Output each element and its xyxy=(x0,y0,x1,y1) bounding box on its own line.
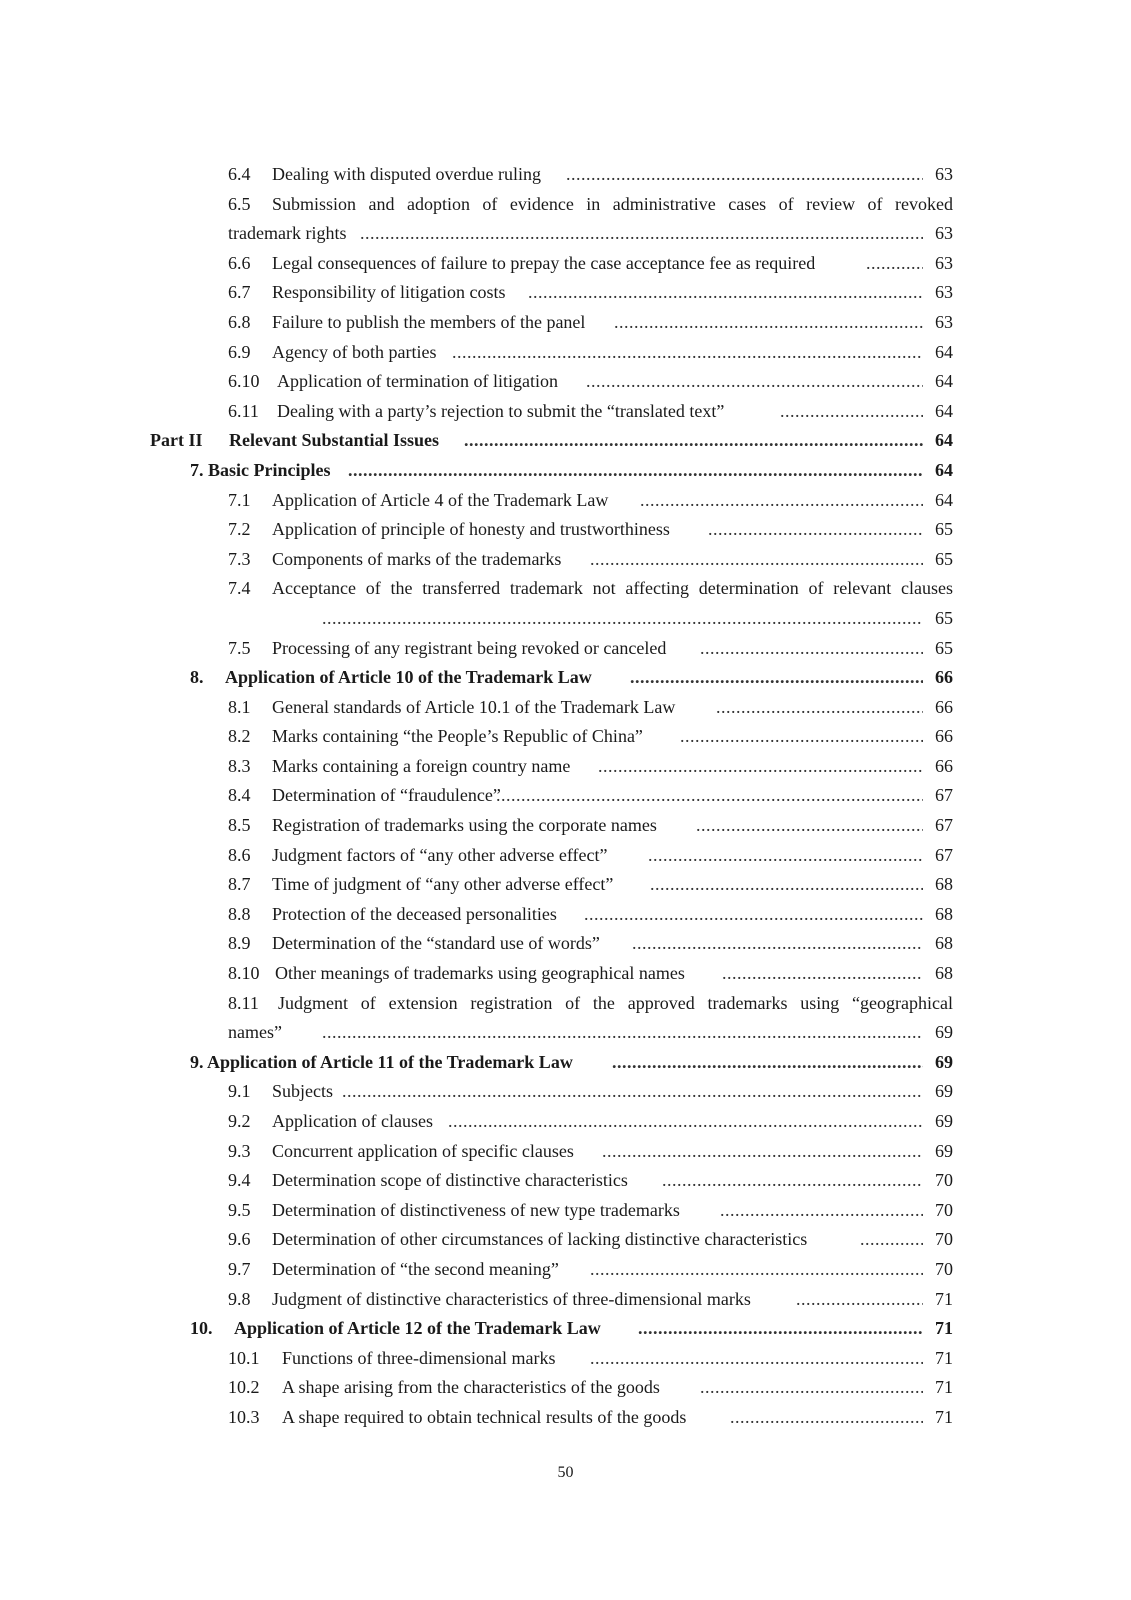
dot-leader xyxy=(720,1196,923,1226)
entry-page: 65 xyxy=(935,548,953,569)
entry-title: Dealing with disputed overdue ruling xyxy=(272,164,541,184)
entry-title: Other meanings of trademarks using geographical names xyxy=(275,963,685,984)
toc-entry[interactable] xyxy=(0,989,1131,1019)
toc-chapter-heading[interactable] xyxy=(0,456,1131,486)
entry-title: Determination of other circumstances of lacking distinctive characteristics xyxy=(272,1229,808,1250)
part-title: Relevant Substantial Issues xyxy=(229,430,440,451)
entry-title: Application of termination of litigation xyxy=(277,371,558,392)
entry-number: 8.5 xyxy=(228,815,251,836)
entry-number: 8.11 xyxy=(228,992,259,1013)
dot-leader xyxy=(648,841,923,871)
dot-leader xyxy=(708,515,923,545)
entry-number: 6.9 xyxy=(228,341,251,362)
entry-number: 10.1 xyxy=(228,1347,260,1368)
entry-page: 71 xyxy=(935,1347,953,1368)
dot-leader xyxy=(602,1137,923,1167)
entry-page: 63 xyxy=(935,282,953,303)
entry-page: 63 xyxy=(935,311,953,332)
entry-title: Time of judgment of “any other adverse effect” xyxy=(272,874,614,895)
entry-page: 64 xyxy=(935,341,953,362)
toc-chapter-heading[interactable] xyxy=(0,1314,1131,1344)
entry-title: Components of marks of the trademarks xyxy=(272,548,562,569)
entry-title-continued: names” xyxy=(228,1022,282,1043)
entry-number: 9.8 xyxy=(228,1288,251,1309)
dot-leader xyxy=(632,929,923,959)
entry-page: 66 xyxy=(935,696,953,717)
entry-number: 9.5 xyxy=(228,1199,251,1220)
entry-title: Judgment of extension registration of the approved trademarks using “geographical xyxy=(278,992,953,1013)
dot-leader xyxy=(630,663,923,693)
entry-title: Marks containing a foreign country name xyxy=(272,755,571,776)
dot-leader xyxy=(598,752,923,782)
chapter-title: Application of Article 10 of the Trademark Law xyxy=(225,667,592,688)
entry-number: 7.4 xyxy=(228,578,251,599)
dot-leader xyxy=(360,219,923,249)
dot-leader xyxy=(638,1314,923,1344)
entry-page: 70 xyxy=(935,1229,953,1250)
dot-leader xyxy=(586,367,923,397)
entry-page: 66 xyxy=(935,726,953,747)
entry-page: 64 xyxy=(935,430,953,451)
dot-leader xyxy=(650,870,923,900)
entry-page: 71 xyxy=(935,1406,953,1427)
dot-leader xyxy=(722,959,923,989)
entry-page: 69 xyxy=(935,1081,953,1102)
entry-title: Concurrent application of specific clauses xyxy=(272,1140,574,1161)
toc-entry[interactable] xyxy=(0,900,1131,930)
entry-page: 69 xyxy=(935,1140,953,1161)
entry-page: 66 xyxy=(935,667,953,688)
entry-number: 6.6 xyxy=(228,252,251,273)
toc-entry[interactable] xyxy=(0,959,1131,989)
entry-page: 70 xyxy=(935,1170,953,1191)
chapter-title: Application of Article 12 of the Trademark Law xyxy=(234,1318,601,1339)
toc-chapter-heading[interactable] xyxy=(0,663,1131,693)
dot-leader xyxy=(448,1107,923,1137)
chapter-title: 9. Application of Article 11 of the Trademark Law xyxy=(190,1051,573,1072)
entry-page: 69 xyxy=(935,1022,953,1043)
entry-title: Determination of the “standard use of words” xyxy=(272,933,600,954)
entry-page: 66 xyxy=(935,755,953,776)
toc-entry[interactable] xyxy=(0,929,1131,959)
entry-number: 7.3 xyxy=(228,548,251,569)
dot-leader xyxy=(716,693,923,723)
dot-leader xyxy=(322,604,923,634)
entry-title: Determination of “fraudulence” xyxy=(272,785,501,806)
dot-leader xyxy=(342,1077,923,1107)
toc-entry[interactable] xyxy=(0,1255,1131,1285)
toc-entry-continuation[interactable] xyxy=(0,1018,1131,1048)
dot-leader xyxy=(584,900,923,930)
entry-title-continued: trademark rights xyxy=(228,223,347,244)
toc-entry-continuation[interactable] xyxy=(0,219,1131,249)
entry-page: 68 xyxy=(935,874,953,895)
entry-number: 9.7 xyxy=(228,1258,251,1279)
toc-entry[interactable] xyxy=(0,1077,1131,1107)
entry-number: 8.10 xyxy=(228,963,260,984)
entry-number: 8.8 xyxy=(228,903,251,924)
toc-entry[interactable] xyxy=(0,1373,1131,1403)
entry-page: 67 xyxy=(935,844,953,865)
toc-entry[interactable] xyxy=(0,545,1131,575)
dot-leader xyxy=(662,1166,923,1196)
entry-title: Marks containing “the People’s Republic of China” xyxy=(272,726,643,747)
dot-leader xyxy=(452,338,923,368)
toc-entry[interactable] xyxy=(0,515,1131,545)
toc-entry[interactable] xyxy=(0,634,1131,664)
part-number: Part II xyxy=(150,430,203,451)
entry-page: 63 xyxy=(935,164,953,184)
dot-leader xyxy=(590,1255,923,1285)
toc-entry[interactable] xyxy=(0,367,1131,397)
entry-number: 9.1 xyxy=(228,1081,251,1102)
entry-title: Functions of three-dimensional marks xyxy=(282,1347,556,1368)
toc-entry[interactable] xyxy=(0,574,1131,604)
toc-entry-continuation[interactable] xyxy=(0,604,1131,634)
entry-number: 8.2 xyxy=(228,726,251,747)
table-of-contents xyxy=(0,160,1131,1433)
entry-title: Dealing with a party’s rejection to submit the “translated text” xyxy=(277,400,725,421)
entry-number: 10.2 xyxy=(228,1377,260,1398)
entry-number: 10.3 xyxy=(228,1406,260,1427)
entry-title: Protection of the deceased personalities xyxy=(272,903,557,924)
dot-leader xyxy=(796,1285,923,1315)
dot-leader xyxy=(528,278,923,308)
entry-number: 8.6 xyxy=(228,844,251,865)
entry-page: 68 xyxy=(935,933,953,954)
entry-page: 70 xyxy=(935,1199,953,1220)
entry-page: 65 xyxy=(935,519,953,540)
entry-number: 6.10 xyxy=(228,371,260,392)
entry-title: Determination of “the second meaning” xyxy=(272,1258,559,1279)
entry-number: 8.7 xyxy=(228,874,251,895)
toc-entry[interactable] xyxy=(0,693,1131,723)
dot-leader xyxy=(700,1373,923,1403)
entry-title: Responsibility of litigation costs xyxy=(272,282,506,303)
entry-title: Determination of distinctiveness of new type trademarks xyxy=(272,1199,680,1220)
chapter-number: 8. xyxy=(190,667,204,688)
toc-entry[interactable] xyxy=(0,190,1131,220)
chapter-title: 7. Basic Principles xyxy=(190,459,331,480)
entry-number: 9.2 xyxy=(228,1111,251,1131)
entry-page: 64 xyxy=(935,371,953,392)
entry-number: 6.7 xyxy=(228,282,251,303)
toc-entry[interactable] xyxy=(0,1166,1131,1196)
entry-number: 8.9 xyxy=(228,933,251,954)
dot-leader xyxy=(696,811,923,841)
dot-leader xyxy=(590,1344,923,1374)
entry-title: A shape arising from the characteristics of the goods xyxy=(282,1377,660,1398)
dot-leader xyxy=(464,426,923,456)
entry-page: 71 xyxy=(935,1288,953,1309)
toc-entry[interactable] xyxy=(0,841,1131,871)
toc-entry[interactable] xyxy=(0,1285,1131,1315)
toc-entry[interactable] xyxy=(0,160,1131,190)
toc-entry[interactable] xyxy=(0,1403,1131,1433)
entry-page: 68 xyxy=(935,963,953,984)
toc-entry[interactable] xyxy=(0,1225,1131,1255)
entry-title: Application of principle of honesty and trustworthiness xyxy=(272,519,670,540)
toc-chapter-heading[interactable] xyxy=(0,1048,1131,1078)
toc-entry[interactable] xyxy=(0,308,1131,338)
dot-leader xyxy=(590,545,923,575)
entry-page: 69 xyxy=(935,1051,953,1072)
entry-number: 7.2 xyxy=(228,519,251,540)
entry-title: A shape required to obtain technical results of the goods xyxy=(282,1406,687,1427)
toc-part-heading[interactable] xyxy=(0,426,1131,456)
dot-leader xyxy=(322,1018,923,1048)
toc-entry[interactable] xyxy=(0,249,1131,279)
entry-page: 70 xyxy=(935,1258,953,1279)
toc-entry[interactable] xyxy=(0,781,1131,811)
entry-number: 8.1 xyxy=(228,696,251,717)
entry-page: 71 xyxy=(935,1377,953,1398)
toc-entry[interactable] xyxy=(0,752,1131,782)
dot-leader xyxy=(700,634,923,664)
toc-entry[interactable] xyxy=(0,338,1131,368)
dot-leader xyxy=(612,1048,923,1078)
entry-title: Registration of trademarks using the corporate names xyxy=(272,815,657,836)
entry-page: 67 xyxy=(935,815,953,836)
entry-number: 6.4 xyxy=(228,164,251,184)
entry-page: 68 xyxy=(935,903,953,924)
entry-title: Processing of any registrant being revoked or canceled xyxy=(272,637,667,658)
entry-title: Subjects xyxy=(272,1081,333,1102)
entry-number: 9.4 xyxy=(228,1170,251,1191)
entry-page: 63 xyxy=(935,252,953,273)
entry-number: 7.1 xyxy=(228,489,251,510)
entry-title: Acceptance of the transferred trademark not affecting determination of relevant clauses xyxy=(272,578,953,599)
toc-entry[interactable] xyxy=(0,1344,1131,1374)
toc-entry[interactable] xyxy=(0,870,1131,900)
entry-title: Failure to publish the members of the panel xyxy=(272,311,586,332)
entry-title: Judgment factors of “any other adverse effect” xyxy=(272,844,608,865)
dot-leader xyxy=(860,1225,923,1255)
entry-number: 6.8 xyxy=(228,311,251,332)
entry-page: 71 xyxy=(935,1318,953,1339)
toc-entry[interactable] xyxy=(0,278,1131,308)
entry-title: Application of clauses xyxy=(272,1111,433,1131)
entry-title: Determination scope of distinctive characteristics xyxy=(272,1170,628,1191)
dot-leader xyxy=(640,486,923,516)
page-number: 50 xyxy=(557,1464,574,1481)
entry-title: Application of Article 4 of the Trademark Law xyxy=(272,489,609,510)
entry-number: 6.11 xyxy=(228,400,259,421)
toc-entry[interactable] xyxy=(0,1107,1131,1137)
entry-number: 7.5 xyxy=(228,637,251,658)
toc-entry[interactable] xyxy=(0,486,1131,516)
chapter-number: 10. xyxy=(190,1318,213,1339)
dot-leader xyxy=(780,397,923,427)
toc-entry[interactable] xyxy=(0,1196,1131,1226)
entry-number: 8.3 xyxy=(228,755,251,776)
dot-leader xyxy=(348,456,923,486)
entry-page: 64 xyxy=(935,489,953,510)
entry-number: 6.5 xyxy=(228,193,251,214)
entry-page: 63 xyxy=(935,223,953,244)
entry-title: General standards of Article 10.1 of the Trademark Law xyxy=(272,696,676,717)
toc-entry[interactable] xyxy=(0,722,1131,752)
dot-leader xyxy=(566,160,923,190)
entry-title: Submission and adoption of evidence in administrative cases of review of revoked xyxy=(272,193,953,214)
dot-leader xyxy=(496,781,923,811)
dot-leader xyxy=(730,1403,923,1433)
entry-title: Agency of both parties xyxy=(272,341,437,362)
entry-page: 67 xyxy=(935,785,953,806)
entry-page: 64 xyxy=(935,459,953,480)
entry-number: 8.4 xyxy=(228,785,251,806)
dot-leader xyxy=(614,308,923,338)
entry-page: 64 xyxy=(935,400,953,421)
toc-entry[interactable] xyxy=(0,397,1131,427)
entry-title: Judgment of distinctive characteristics of three-dimensional marks xyxy=(272,1288,751,1309)
dot-leader xyxy=(680,722,923,752)
toc-entry[interactable] xyxy=(0,1137,1131,1167)
toc-entry[interactable] xyxy=(0,811,1131,841)
entry-page: 65 xyxy=(935,637,953,658)
entry-page: 69 xyxy=(935,1111,953,1131)
entry-title: Legal consequences of failure to prepay the case acceptance fee as required xyxy=(272,252,816,273)
entry-number: 9.6 xyxy=(228,1229,251,1250)
dot-leader xyxy=(866,249,923,279)
entry-number: 9.3 xyxy=(228,1140,251,1161)
entry-page: 65 xyxy=(935,607,953,628)
